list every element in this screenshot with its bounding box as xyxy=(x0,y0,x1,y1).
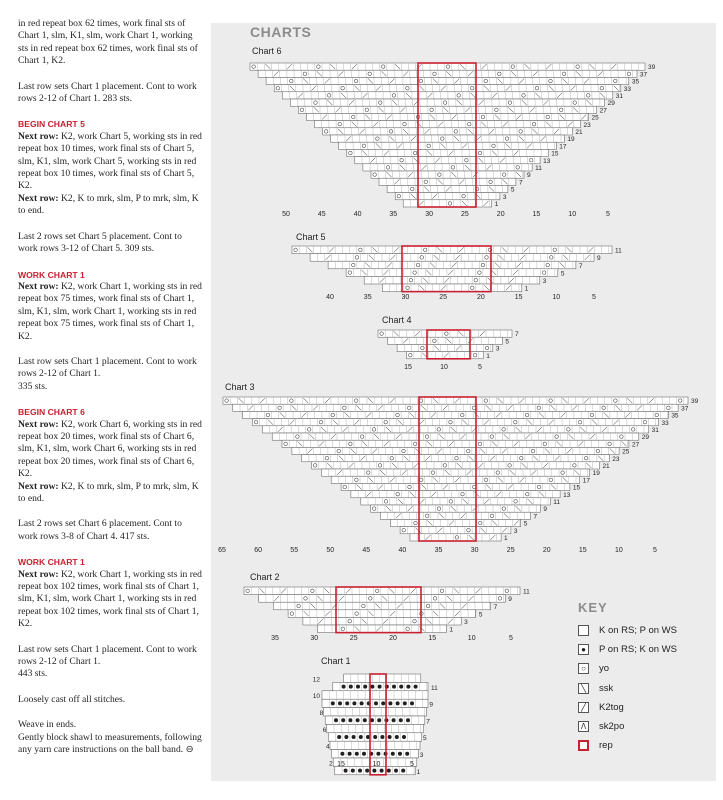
chart-3-row xyxy=(253,419,659,426)
purl-dot xyxy=(401,769,405,773)
purl-dot xyxy=(398,752,402,756)
chart-6-row xyxy=(290,99,604,106)
chart-6-row-label: 35 xyxy=(631,78,640,86)
chart-6-row-label: 25 xyxy=(591,114,599,122)
chart-5-col-label: 20 xyxy=(477,294,485,301)
chart-1-title: Chart 1 xyxy=(321,656,351,666)
next-row-label: Next row: xyxy=(18,480,59,492)
chart-3-row-label: 25 xyxy=(622,448,630,456)
chart-3-col-label: 30 xyxy=(470,547,479,554)
instruction-para: Last 2 rows set Chart 6 placement. Cont to work rows 3-8 of Chart 4. 417 sts. xyxy=(18,518,182,542)
chart-6-row xyxy=(371,171,524,178)
purl-dot xyxy=(344,735,348,739)
chart-4-row-label: 1 xyxy=(486,352,490,360)
key-label: P on RS; K on WS xyxy=(599,644,677,656)
purl-dot xyxy=(391,752,395,756)
chart-1-row-label: 7 xyxy=(426,718,430,726)
chart-6-row-label: 39 xyxy=(648,64,656,72)
instruction-text: 443 sts. xyxy=(18,668,48,680)
chart-3-row xyxy=(272,433,639,440)
chart-4-title: Chart 4 xyxy=(382,315,412,325)
instruction-text: K2, work Chart 1, working sts in red repeat box 102 times, work final sts of Chart 1, slm, K1, slm, work Chart 1, working sts in red repeat box 102 times, work final sts of Chart 1, K2. xyxy=(18,568,202,630)
key-label: ssk xyxy=(599,682,614,694)
instruction-text: K2, work Chart 6, working sts in red repeat box 20 times, work final sts of Chart 6, slm, K1, slm, work Chart 6, working sts in red repeat box 20 times, work final sts of Chart 6, K2. xyxy=(18,418,202,480)
purl-dot xyxy=(372,769,376,773)
purl-dot xyxy=(402,735,406,739)
chart-1-row-label: 2 xyxy=(329,760,333,768)
chart-6-row-label: 21 xyxy=(575,129,583,136)
key-item xyxy=(578,679,677,698)
chart-3-col-label: 50 xyxy=(326,547,335,554)
chart-3-row-label: 33 xyxy=(661,419,669,427)
purl-dot xyxy=(378,685,382,689)
chart-1-row-label: 12 xyxy=(312,676,320,684)
chart-5-row xyxy=(292,246,612,254)
chart-3-row xyxy=(351,491,560,498)
chart-1-row-label: 8 xyxy=(319,710,324,717)
chart-2-col-label: 20 xyxy=(389,635,397,642)
purl-dot xyxy=(334,718,338,722)
chart-6-row-label: 19 xyxy=(567,136,575,144)
purl-dot xyxy=(358,769,362,773)
purl-dot xyxy=(394,769,398,773)
chart-6-row-label: 7 xyxy=(518,179,523,187)
chart-6-col-label: 35 xyxy=(389,211,398,218)
chart-6-col-label: 20 xyxy=(496,211,505,218)
chart-6-row-label: 31 xyxy=(615,93,623,100)
chart-1-row xyxy=(322,691,428,699)
chart-3-col-label: 15 xyxy=(578,547,587,554)
chart-1-row-label: 11 xyxy=(431,684,438,692)
chart-3-row-label: 15 xyxy=(572,484,581,492)
key-legend xyxy=(578,600,677,755)
chart-1-row-label: 3 xyxy=(419,752,424,759)
chart-1-col-label: 10 xyxy=(372,761,381,768)
chart-4-col-label: 10 xyxy=(440,364,448,371)
purl-dot xyxy=(338,701,342,705)
purl-dot xyxy=(340,752,344,756)
chart-3-col-label: 45 xyxy=(362,547,371,554)
chart-6-row xyxy=(387,185,508,192)
purl-dot xyxy=(388,735,392,739)
sk2po-symbol-icon: Λ xyxy=(578,721,589,732)
purl-dot xyxy=(348,718,352,722)
purl-dot xyxy=(352,735,356,739)
purl-dot xyxy=(410,701,414,705)
instruction-para: Last row sets Chart 1 placement. Cont to work rows 2-12 of Chart 1. 283 sts. xyxy=(18,80,197,105)
chart-3-row-label: 5 xyxy=(523,520,528,528)
chart-3-row xyxy=(400,527,511,534)
purl-symbol-icon: ● xyxy=(578,644,589,655)
purl-dot xyxy=(388,701,392,705)
instruction-text: K2, K to mrk, slm, P to mrk, slm, K to end. xyxy=(18,192,199,217)
chart-3-col-label: 10 xyxy=(615,547,623,554)
chart-3-col-label: 5 xyxy=(653,547,657,554)
instruction-text: Last row sets Chart 1 placement. Cont to work rows 2-12 of Chart 1. xyxy=(18,355,197,380)
purl-dot xyxy=(399,718,403,722)
chart-2-row xyxy=(273,602,490,610)
key-label: rep xyxy=(599,740,613,752)
chart-2-row xyxy=(288,610,476,618)
instruction-text: K2, work Chart 5, working sts in red repeat box 10 times, work final sts of Chart 5, slm, K1, slm, work Chart 5, working sts in red repeat box 10 times, work final sts of Chart 5, K2. xyxy=(18,130,202,192)
purl-dot xyxy=(380,769,384,773)
chart-6-row xyxy=(266,77,629,84)
purl-dot xyxy=(349,685,353,689)
chart-3-row xyxy=(302,455,610,462)
chart-1-row xyxy=(324,708,427,716)
key-item xyxy=(578,640,677,659)
chart-1-row-label: 6 xyxy=(322,726,327,734)
purl-dot xyxy=(363,685,367,689)
purl-dot xyxy=(356,685,360,689)
chart-5-col-label: 15 xyxy=(514,294,523,301)
end-mark-icon: ⊖ xyxy=(185,744,194,756)
chart-5-col-label: 25 xyxy=(439,294,447,301)
chart-6-title: Chart 6 xyxy=(252,46,282,56)
chart-5-row-label: 1 xyxy=(524,285,529,293)
chart-3-row xyxy=(292,447,619,454)
purl-dot xyxy=(406,718,410,722)
chart-6-row xyxy=(331,135,565,142)
purl-dot xyxy=(406,685,410,689)
key-item xyxy=(578,659,677,678)
chart-6-row xyxy=(298,106,596,113)
chart-6-row-label: 37 xyxy=(639,71,648,79)
chart-3-row xyxy=(410,534,501,541)
chart-3-row-label: 39 xyxy=(691,398,699,406)
purl-dot xyxy=(392,685,396,689)
chart-6-row-label: 3 xyxy=(502,193,507,201)
chart-6-col-label: 45 xyxy=(317,211,326,218)
section-heading: WORK CHART 1 xyxy=(18,557,85,568)
instruction-text: K2, K to mrk, slm, P to mrk, slm, K to end. xyxy=(18,480,199,504)
chart-5-row xyxy=(328,261,576,269)
instruction-text: Gently block shawl to measurements, following any yarn care instructions on the ball band. xyxy=(18,731,202,756)
key-item xyxy=(578,717,677,736)
chart-3-row-label: 23 xyxy=(612,455,620,463)
chart-5-col-label: 5 xyxy=(592,294,596,301)
purl-dot xyxy=(405,752,409,756)
chart-2-col-label: 25 xyxy=(349,635,358,642)
purl-dot xyxy=(345,701,349,705)
chart-5-col-label: 35 xyxy=(363,294,372,301)
chart-3-row-label: 11 xyxy=(553,499,560,506)
chart-3-row xyxy=(380,512,530,519)
chart-6-row-label: 15 xyxy=(551,150,559,158)
chart-2-row xyxy=(259,595,506,603)
chart-5-row-label: 11 xyxy=(615,247,622,255)
instruction-para: in red repeat box 62 times, work final sts of Chart 1, slm, K1, slm, work Chart 1, working sts in red repeat box 62 times, work final sts of Chart 1, K2. xyxy=(18,18,198,67)
chart-5-row xyxy=(310,254,594,262)
key-label: K2tog xyxy=(599,701,624,713)
chart-1-col-label: 15 xyxy=(337,761,345,768)
chart-3-col-label: 35 xyxy=(434,547,443,554)
key-item xyxy=(578,736,677,755)
purl-dot xyxy=(376,752,380,756)
chart-2-row xyxy=(318,625,447,633)
chart-5-row-label: 9 xyxy=(596,255,601,263)
chart-6-row xyxy=(379,178,516,185)
chart-2-row-label: 9 xyxy=(508,596,512,604)
chart-5-title: Chart 5 xyxy=(296,232,326,242)
chart-3-row-label: 27 xyxy=(631,441,640,449)
purl-dot xyxy=(356,718,360,722)
chart-3-row xyxy=(371,505,541,512)
key-label: K on RS; P on WS xyxy=(599,625,677,637)
chart-3-row-label: 29 xyxy=(641,434,650,442)
section-heading: BEGIN CHART 5 xyxy=(18,119,85,130)
knit-symbol-icon xyxy=(578,625,589,636)
purl-dot xyxy=(377,718,381,722)
chart-6-row xyxy=(274,85,621,92)
chart-4-row-label: 3 xyxy=(495,345,500,353)
ssk-symbol-icon: ╲ xyxy=(578,683,589,694)
chart-3-row xyxy=(243,411,669,418)
purl-dot xyxy=(337,735,341,739)
purl-dot xyxy=(381,701,385,705)
purl-dot xyxy=(344,769,348,773)
chart-4-col-label: 5 xyxy=(478,364,482,371)
purl-dot xyxy=(387,769,391,773)
key-item xyxy=(578,621,677,640)
chart-6-col-label: 10 xyxy=(568,211,577,218)
chart-3-row-label: 31 xyxy=(651,427,659,434)
charts-heading: CHARTS xyxy=(250,24,312,40)
purl-dot xyxy=(365,769,369,773)
chart-3-row-label: 13 xyxy=(563,491,571,499)
chart-4-row-label: 5 xyxy=(505,338,510,346)
chart-3-row-label: 21 xyxy=(602,463,610,470)
purl-dot xyxy=(355,752,359,756)
purl-dot xyxy=(380,735,384,739)
chart-5-row-label: 5 xyxy=(560,270,565,278)
chart-2-row-label: 1 xyxy=(449,626,454,634)
chart-3-col-label: 25 xyxy=(506,547,515,554)
chart-6-row-label: 5 xyxy=(510,186,515,194)
next-row-label: Next row: xyxy=(18,280,59,292)
chart-2-col-label: 5 xyxy=(509,635,513,642)
chart-6-row-label: 33 xyxy=(623,85,632,93)
purl-dot xyxy=(370,685,374,689)
next-row-label: Next row: xyxy=(18,568,59,580)
chart-6-row-label: 29 xyxy=(607,100,615,108)
chart-3-row xyxy=(321,469,589,476)
chart-1-row-label: 1 xyxy=(416,768,421,776)
chart-6-row-label: 23 xyxy=(583,121,591,129)
yo-symbol-icon: ○ xyxy=(578,663,589,674)
chart-3-col-label: 20 xyxy=(542,547,551,554)
purl-dot xyxy=(342,685,346,689)
chart-6-col-label: 5 xyxy=(606,211,610,218)
chart-5-row xyxy=(364,276,540,284)
instruction-text: Weave in ends. xyxy=(18,719,77,731)
chart-6-col-label: 15 xyxy=(532,211,541,218)
chart-3-row-label: 1 xyxy=(504,535,508,542)
chart-1-row-label: 9 xyxy=(429,701,434,709)
chart-1-row xyxy=(330,741,420,749)
purl-dot xyxy=(341,718,345,722)
purl-dot xyxy=(348,752,352,756)
chart-6-row xyxy=(250,63,645,70)
chart-2-row-label: 7 xyxy=(493,603,498,611)
chart-6-row xyxy=(355,157,540,164)
chart-3-col-label: 65 xyxy=(218,547,226,554)
purl-dot xyxy=(403,701,407,705)
chart-6-row xyxy=(339,142,557,149)
chart-3-row-label: 35 xyxy=(671,412,679,420)
chart-6-row xyxy=(258,70,637,77)
chart-6-row-label: 9 xyxy=(527,172,531,180)
chart-2-row-label: 3 xyxy=(464,619,468,626)
key-title: KEY xyxy=(578,600,608,615)
chart-1-row-label: 10 xyxy=(312,693,320,701)
chart-3-row xyxy=(361,498,551,505)
purl-dot xyxy=(399,685,403,689)
next-row-label: Next row: xyxy=(18,418,59,430)
chart-3-row xyxy=(233,404,678,411)
chart-3-row xyxy=(282,440,629,447)
chart-5-col-label: 30 xyxy=(401,294,410,301)
purl-dot xyxy=(359,735,363,739)
purl-dot xyxy=(373,735,377,739)
purl-dot xyxy=(362,752,366,756)
k2tog-symbol-icon: ╱ xyxy=(578,702,589,713)
chart-6-col-label: 30 xyxy=(425,211,433,218)
purl-dot xyxy=(360,701,364,705)
chart-1-col-label: 5 xyxy=(410,761,414,768)
chart-6-row xyxy=(307,113,589,120)
chart-6-row xyxy=(403,200,492,207)
chart-4-row-label: 7 xyxy=(515,331,519,339)
chart-3-row-label: 37 xyxy=(681,405,689,413)
chart-2-title: Chart 2 xyxy=(250,572,280,582)
chart-6-row-label: 17 xyxy=(559,143,567,151)
chart-2-col-label: 15 xyxy=(428,635,437,642)
chart-2-row-label: 5 xyxy=(478,611,483,619)
chart-3-col-label: 40 xyxy=(398,547,407,554)
chart-4-row xyxy=(378,330,512,337)
key-label: sk2po xyxy=(599,721,625,733)
purl-dot xyxy=(363,718,367,722)
repeat-box-icon xyxy=(578,740,589,751)
chart-5-row-label: 7 xyxy=(578,262,583,270)
chart-3-title: Chart 3 xyxy=(225,382,255,392)
chart-3-row-label: 7 xyxy=(533,513,538,521)
chart-6-row-label: 11 xyxy=(535,165,542,172)
purl-dot xyxy=(392,718,396,722)
chart-4-row xyxy=(407,352,484,359)
chart-6-row-label: 13 xyxy=(543,157,551,165)
chart-2-col-label: 10 xyxy=(467,635,476,642)
instruction-text: K2, work Chart 1, working sts in red repeat box 75 times, work final sts of Chart 1, slm, K1, slm, work Chart 1, working sts in red repeat box 75 times, work final sts of Chart 1, K2. xyxy=(18,280,202,342)
purl-dot xyxy=(352,701,356,705)
instruction-text: Last row sets Chart 1 placement. Cont to work rows 2-12 of Chart 1. xyxy=(18,643,197,668)
instruction-para: Loosely cast off all stitches. xyxy=(18,693,126,705)
chart-6-col-label: 50 xyxy=(282,211,290,218)
chart-2-row xyxy=(244,587,520,595)
key-item xyxy=(578,698,677,717)
chart-5-row xyxy=(382,284,522,292)
chart-3-row-label: 17 xyxy=(582,477,590,485)
chart-4-col-label: 15 xyxy=(404,364,412,371)
section-heading: BEGIN CHART 6 xyxy=(18,407,85,418)
chart-5-col-label: 40 xyxy=(326,294,334,301)
next-row-label: Next row: xyxy=(18,192,59,204)
purl-dot xyxy=(374,701,378,705)
chart-5-col-label: 10 xyxy=(552,294,561,301)
purl-dot xyxy=(351,769,355,773)
chart-3-row-label: 3 xyxy=(513,527,518,535)
chart-6-row-label: 27 xyxy=(599,107,607,115)
chart-3-row-label: 9 xyxy=(543,506,548,514)
section-heading: WORK CHART 1 xyxy=(18,269,85,280)
purl-dot xyxy=(331,701,335,705)
key-label: yo xyxy=(599,663,610,675)
instruction-para: Last 2 rows set Chart 5 placement. Cont to work rows 3-12 of Chart 5. 309 sts. xyxy=(18,230,182,255)
chart-2-col-label: 35 xyxy=(271,635,279,642)
chart-1-row-label: 5 xyxy=(423,735,427,743)
chart-6-col-label: 40 xyxy=(353,211,362,218)
chart-6-row-label: 1 xyxy=(494,201,499,208)
chart-6-row xyxy=(363,164,532,171)
purl-dot xyxy=(396,701,400,705)
chart-3-row xyxy=(223,397,688,404)
chart-5-row-label: 3 xyxy=(542,278,547,285)
chart-3-row xyxy=(390,519,520,526)
next-row-label: Next row: xyxy=(18,130,59,142)
chart-3-row-label: 19 xyxy=(592,470,600,478)
chart-3-col-label: 55 xyxy=(290,547,299,554)
instruction-text: 335 sts. xyxy=(18,380,48,392)
chart-6-col-label: 25 xyxy=(461,211,469,218)
chart-3-col-label: 60 xyxy=(254,547,262,554)
chart-1-row xyxy=(344,674,421,682)
purl-dot xyxy=(395,735,399,739)
purl-dot xyxy=(414,685,418,689)
chart-1-row-label: 4 xyxy=(325,743,330,751)
chart-2-row-label: 11 xyxy=(523,588,530,596)
chart-2-col-label: 30 xyxy=(310,635,319,642)
